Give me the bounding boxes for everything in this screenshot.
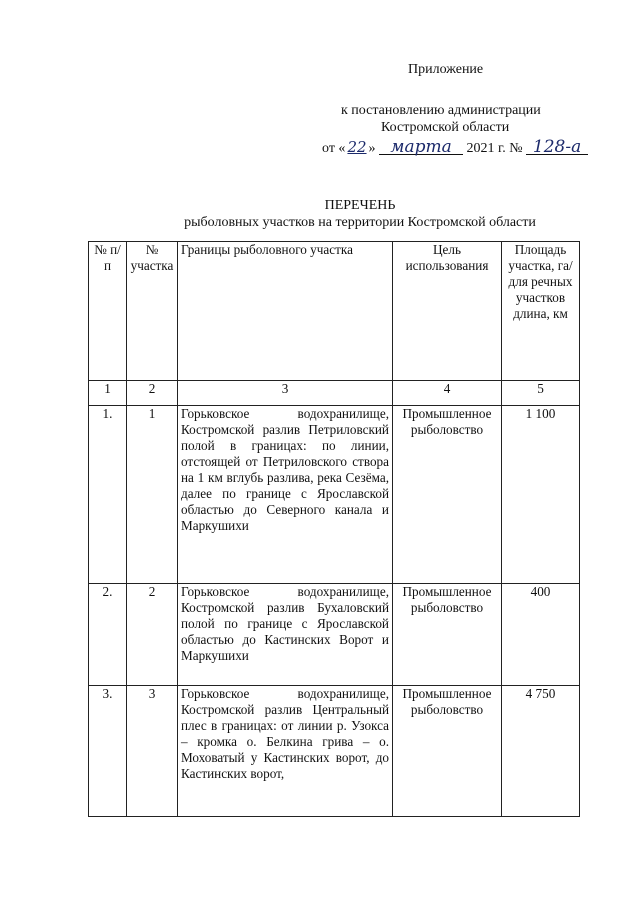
- date-year: 2021 г. №: [466, 141, 523, 156]
- column-number: 5: [502, 381, 580, 406]
- plot-area: 4 750: [502, 686, 580, 817]
- table-row: [89, 686, 580, 817]
- header-plot-number: № участка: [127, 242, 178, 381]
- decree-date-line: [322, 138, 588, 157]
- header-area: Площадь участка, га/ для речных участков длина, км: [502, 242, 580, 381]
- header-row-number: № п/п: [89, 242, 127, 381]
- table-row: [89, 406, 580, 584]
- header-boundaries: Границы рыболовного участка: [178, 242, 393, 381]
- table-row: [89, 584, 580, 686]
- plot-number: 2: [127, 584, 178, 686]
- plot-purpose: Промышленное рыболовство: [393, 584, 502, 686]
- date-close: »: [368, 141, 376, 156]
- row-number: 1.: [89, 406, 127, 584]
- decree-reference: к постановлению администрации: [341, 103, 541, 118]
- region-label: Костромской области: [381, 120, 510, 135]
- plot-purpose: Промышленное рыболовство: [393, 406, 502, 584]
- table-header-row: [89, 242, 580, 381]
- column-number: 2: [127, 381, 178, 406]
- doc-subtitle: рыболовных участков на территории Костромской области: [184, 215, 536, 230]
- plot-boundaries: Горьковское водохранилище, Костромской разлив Бухаловский полой по границе с Ярославской областью до Кастинских Ворот и Маркушихи: [178, 584, 393, 686]
- column-number: 1: [89, 381, 127, 406]
- date-month: марта: [379, 140, 463, 155]
- row-number: 2.: [89, 584, 127, 686]
- plot-area: 400: [502, 584, 580, 686]
- column-number: 3: [178, 381, 393, 406]
- plot-boundaries: Горьковское водохранилище, Костромской разлив Центральный плес в границах: от линии р. Узокса – кромка о. Белкина грива – о. Моховатый у Кастинских ворот, до Кастинских ворот,: [178, 686, 393, 817]
- column-number-row: [89, 381, 580, 406]
- header-purpose: Цель использования: [393, 242, 502, 381]
- date-prefix: от «: [322, 141, 346, 156]
- doc-title: ПЕРЕЧЕНЬ: [324, 198, 396, 213]
- plot-number: 3: [127, 686, 178, 817]
- fishing-plots-table: [88, 241, 580, 817]
- plot-boundaries: Горьковское водохранилище, Костромской разлив Петриловский полой в границах: по линии, отстоящей от Петриловского створа на 1 км вглубь разлива, река Сезёма, далее по границе с Ярославской областью до Северного канала и Маркушихи: [178, 406, 393, 584]
- row-number: 3.: [89, 686, 127, 817]
- doc-number: 128-а: [526, 140, 588, 155]
- plot-area: 1 100: [502, 406, 580, 584]
- plot-purpose: Промышленное рыболовство: [393, 686, 502, 817]
- appendix-label: Приложение: [408, 62, 484, 77]
- column-number: 4: [393, 381, 502, 406]
- plot-number: 1: [127, 406, 178, 584]
- date-day: 22: [347, 138, 367, 156]
